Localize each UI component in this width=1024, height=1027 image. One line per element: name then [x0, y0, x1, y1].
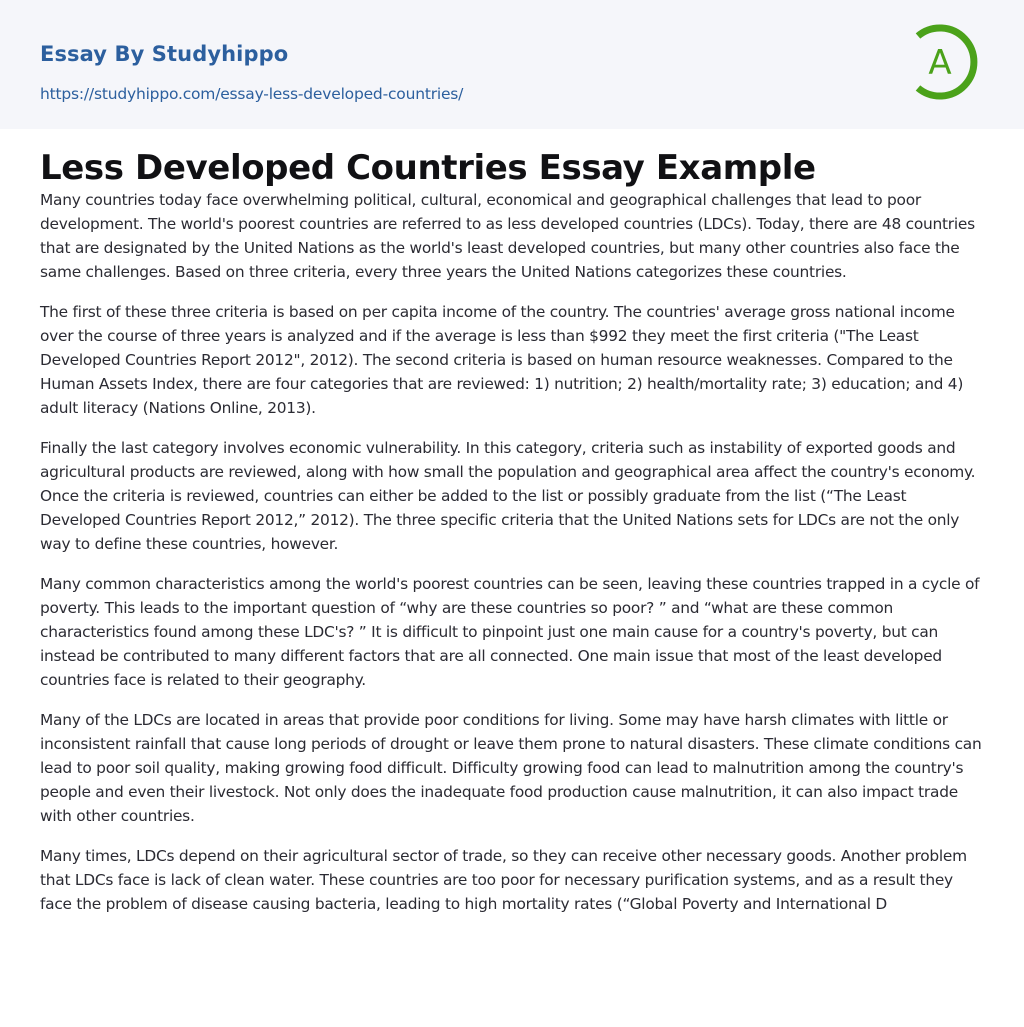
- essay-content: [0, 148, 1024, 916]
- brand-title[interactable]: Essay By Studyhippo: [40, 42, 289, 66]
- essay-paragraph: Many countries today face overwhelming political, cultural, economical and geographical challenges that lead to poor development. The world's poorest countries are referred to as less developed countries (LDCs). Today, there are 48 countries that are designated by the United Nations as the world's least developed countries, but many other countries also face the same challenges. Based on three criteria, every three years the United Nations categorizes these countries.: [40, 191, 975, 281]
- essay-paragraph: Many of the LDCs are located in areas that provide poor conditions for living. Some may have harsh climates with little or inconsistent rainfall that cause long periods of drought or leave them prone to natural disasters. These climate conditions can lead to poor soil quality, making growing food difficult. Difficulty growing food can lead to malnutrition among the country's people and even their livestock. Not only does the inadequate food production cause malnutrition, it can also impact trade with other countries.: [40, 711, 982, 825]
- essay-paragraph: The first of these three criteria is based on per capita income of the country. The countries' average gross national income over the course of three years is analyzed and if the average is less than $992 they meet the first criteria ("The Least Developed Countries Report 2012", 2012). The second criteria is based on human resource weaknesses. Compared to the Human Assets Index, there are four categories that are reviewed: 1) nutrition; 2) health/mortality rate; 3) education; and 4) adult literacy (Nations Online, 2013).: [40, 303, 964, 417]
- essay-paragraph: Many common characteristics among the world's poorest countries can be seen, leaving these countries trapped in a cycle of poverty. This leads to the important question of “why are these countries so poor? ” and “what are these common characteristics found among these LDC's? ” It is difficult to pinpoint just one main cause for a country's poverty, but can instead be contributed to many different factors that are all connected. One main issue that most of the least developed countries face is related to their geography.: [40, 575, 980, 689]
- essay-paragraph: Finally the last category involves economic vulnerability. In this category, criteria such as instability of exported goods and agricultural products are reviewed, along with how small the population and geographical area affect the country's economy. Once the criteria is reviewed, countries can either be added to the list or possibly graduate from the list (“The Least Developed Countries Report 2012,” 2012). The three specific criteria that the United Nations sets for LDCs are not the only way to define these countries, however.: [40, 439, 976, 553]
- page-title: Less Developed Countries Essay Example: [40, 148, 816, 188]
- essay-paragraph: Many times, LDCs depend on their agricultural sector of trade, so they can receive other necessary goods. Another problem that LDCs face is lack of clean water. These countries are too poor for necessary purification systems, and as a result they face the problem of disease causing bacteria, leading to high mortality rates (“Global Poverty and International D: [40, 847, 967, 913]
- studyhippo-logo-icon[interactable]: [908, 18, 988, 106]
- site-header: [0, 0, 1024, 129]
- logo-letter: A: [928, 43, 952, 83]
- essay-url-link[interactable]: https://studyhippo.com/essay-less-developed-countries/: [40, 85, 464, 103]
